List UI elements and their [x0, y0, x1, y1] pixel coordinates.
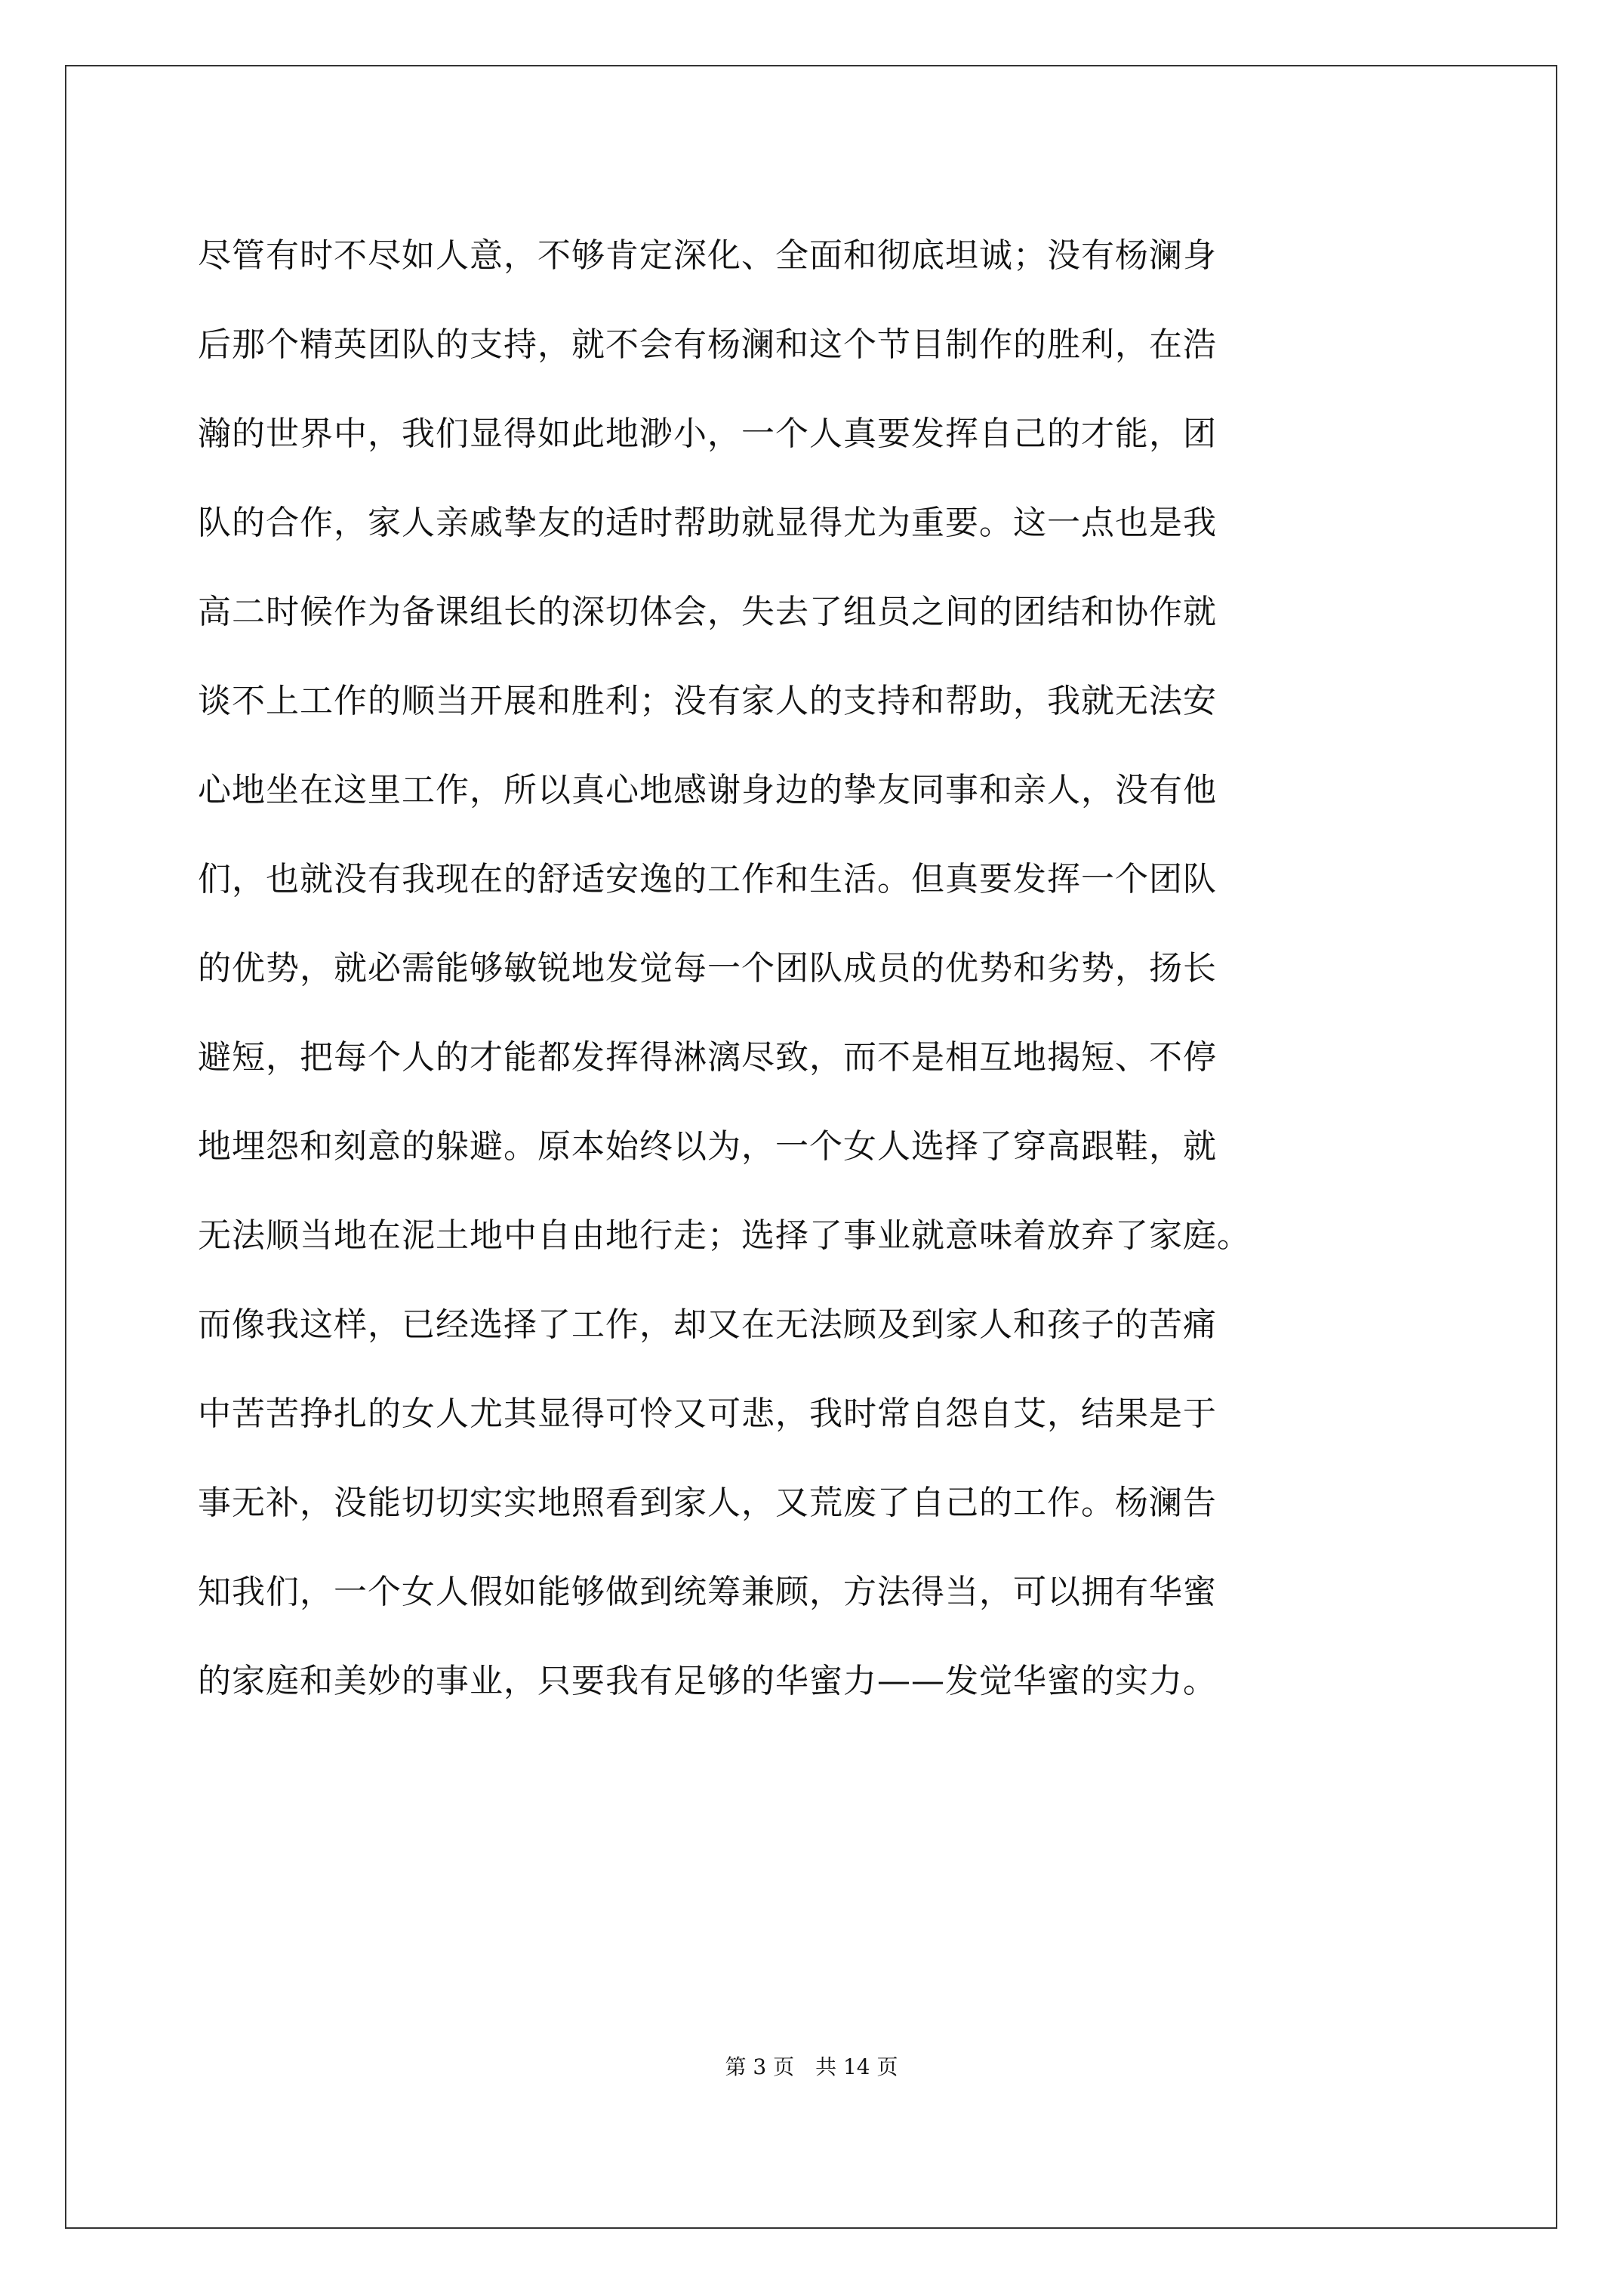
text-line: 瀚的世界中，我们显得如此地渺小，一个人真要发挥自己的才能，团: [198, 415, 1217, 453]
text-line: 高二时候作为备课组长的深切体会，失去了组员之间的团结和协作就: [198, 593, 1217, 631]
text-line: 的家庭和美妙的事业，只要我有足够的华蜜力——发觉华蜜的实力。: [198, 1662, 1217, 1700]
body-text: [198, 211, 1436, 1726]
text-line: 谈不上工作的顺当开展和胜利；没有家人的支持和帮助，我就无法安: [198, 682, 1217, 720]
text-line: 中苦苦挣扎的女人尤其显得可怜又可悲，我时常自怨自艾，结果是于: [198, 1395, 1217, 1433]
text-line: 队的合作，家人亲戚挚友的适时帮助就显得尤为重要。这一点也是我: [198, 504, 1217, 542]
text-line: 知我们，一个女人假如能够做到统筹兼顾，方法得当，可以拥有华蜜: [198, 1573, 1217, 1611]
text-line: 而像我这样，已经选择了工作，却又在无法顾及到家人和孩子的苦痛: [198, 1305, 1217, 1344]
text-line: 们，也就没有我现在的舒适安逸的工作和生活。但真要发挥一个团队: [198, 860, 1217, 898]
text-line: 心地坐在这里工作，所以真心地感谢身边的挚友同事和亲人，没有他: [198, 771, 1217, 809]
page-number: 第 3 页: [725, 2054, 795, 2079]
text-line: 尽管有时不尽如人意，不够肯定深化、全面和彻底坦诚；没有杨澜身: [198, 236, 1217, 275]
text-line: 事无补，没能切切实实地照看到家人，又荒废了自己的工作。杨澜告: [198, 1484, 1217, 1522]
text-line: 后那个精英团队的支持，就不会有杨澜和这个节目制作的胜利，在浩: [198, 325, 1217, 364]
page-total: 共 14 页: [815, 2054, 898, 2079]
page-footer: [0, 2052, 1623, 2082]
text-line: 避短，把每个人的才能都发挥得淋漓尽致，而不是相互地揭短、不停: [198, 1038, 1217, 1077]
text-line: 的优势，就必需能够敏锐地发觉每一个团队成员的优势和劣势，扬长: [198, 949, 1217, 988]
text-line: 地埋怨和刻意的躲避。原本始终以为，一个女人选择了穿高跟鞋，就: [198, 1127, 1217, 1166]
text-line: 无法顺当地在泥土地中自由地行走；选择了事业就意味着放弃了家庭。: [198, 1216, 1251, 1255]
